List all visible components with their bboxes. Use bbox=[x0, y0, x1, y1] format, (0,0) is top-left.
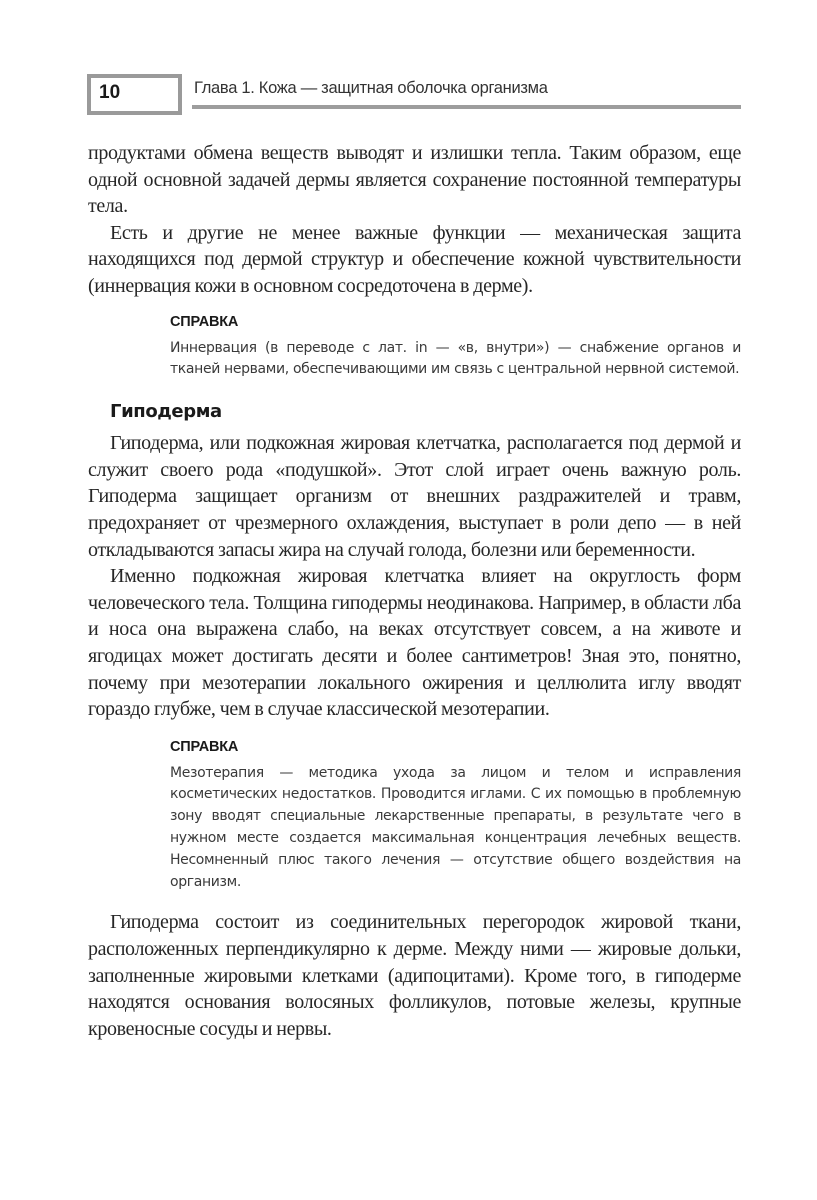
section-heading: Гиподерма bbox=[110, 401, 222, 423]
page-number-box bbox=[87, 74, 182, 115]
paragraph: Гиподерма состоит из соединительных перегородок жировой ткани, расположенных перпендикулярно к дерме. Между ними — жировые дольки, заполненные жировыми клетками (адипоцитами). Кроме того, в гиподерме находятся основания волосяных фолликулов, потовые железы, крупные кровеносные сосуды и нервы. bbox=[88, 911, 741, 1040]
callout-text: Иннервация (в переводе с лат. in — «в, внутри») — снабжение органов и тканей нервами, обеспечивающими им связь с центральной нервной системой. bbox=[170, 339, 741, 378]
paragraph: Именно подкожная жировая клетчатка влияет на округлость форм человеческого тела. Толщина гиподермы неодинакова. Например, в области лба и носа она выражена слабо, на веках отсутствует совсем, а на животе и ягодицах может достигать десяти и более сантиметров! Зная это, понятно, почему при мезотерапии локального ожирения и целлюлита иглу вводят гораздо глубже, чем в случае классической мезотерапии. bbox=[88, 565, 741, 721]
paragraph: Гиподерма, или подкожная жировая клетчатка, располагается под дермой и служит своего рода «подушкой». Этот слой играет очень важную роль. Гиподерма защищает организм от внешних раздражителей и травм, предохраняет от чрезмерного охлаждения, выступает в роли депо — в ней откладываются запасы жира на случай голода, болезни или беременности. bbox=[88, 432, 741, 561]
callout-label: СПРАВКА bbox=[170, 738, 239, 755]
callout-label: СПРАВКА bbox=[170, 313, 239, 330]
header-rule bbox=[192, 105, 741, 109]
callout-text: Мезотерапия — методика ухода за лицом и телом и исправления косметических недостатков. Проводится иглами. С их помощью в проблемную зону вводят специальные лекарственные препараты, в результате чего в нужном месте создается максимальная концентрация лечебных веществ. Несомненный плюс такого лечения — отсутствие общего воздействия на организм. bbox=[170, 764, 741, 890]
reference-callout bbox=[170, 314, 741, 382]
reference-callout bbox=[170, 739, 741, 894]
paragraph-continued: продуктами обмена веществ выводят и излишки тепла. Таким образом, еще одной основной задачей дермы является сохранение постоянной температуры тела. bbox=[88, 142, 741, 218]
page-content bbox=[88, 140, 741, 1042]
page-number: 10 bbox=[99, 82, 121, 103]
paragraph: Есть и другие не менее важные функции — механическая защита находящихся под дермой структур и обеспечение кожной чувствительности (иннервация кожи в основном сосредоточена в дерме). bbox=[88, 221, 741, 297]
running-header-chapter-title: Глава 1. Кожа — защитная оболочка организма bbox=[194, 79, 548, 97]
